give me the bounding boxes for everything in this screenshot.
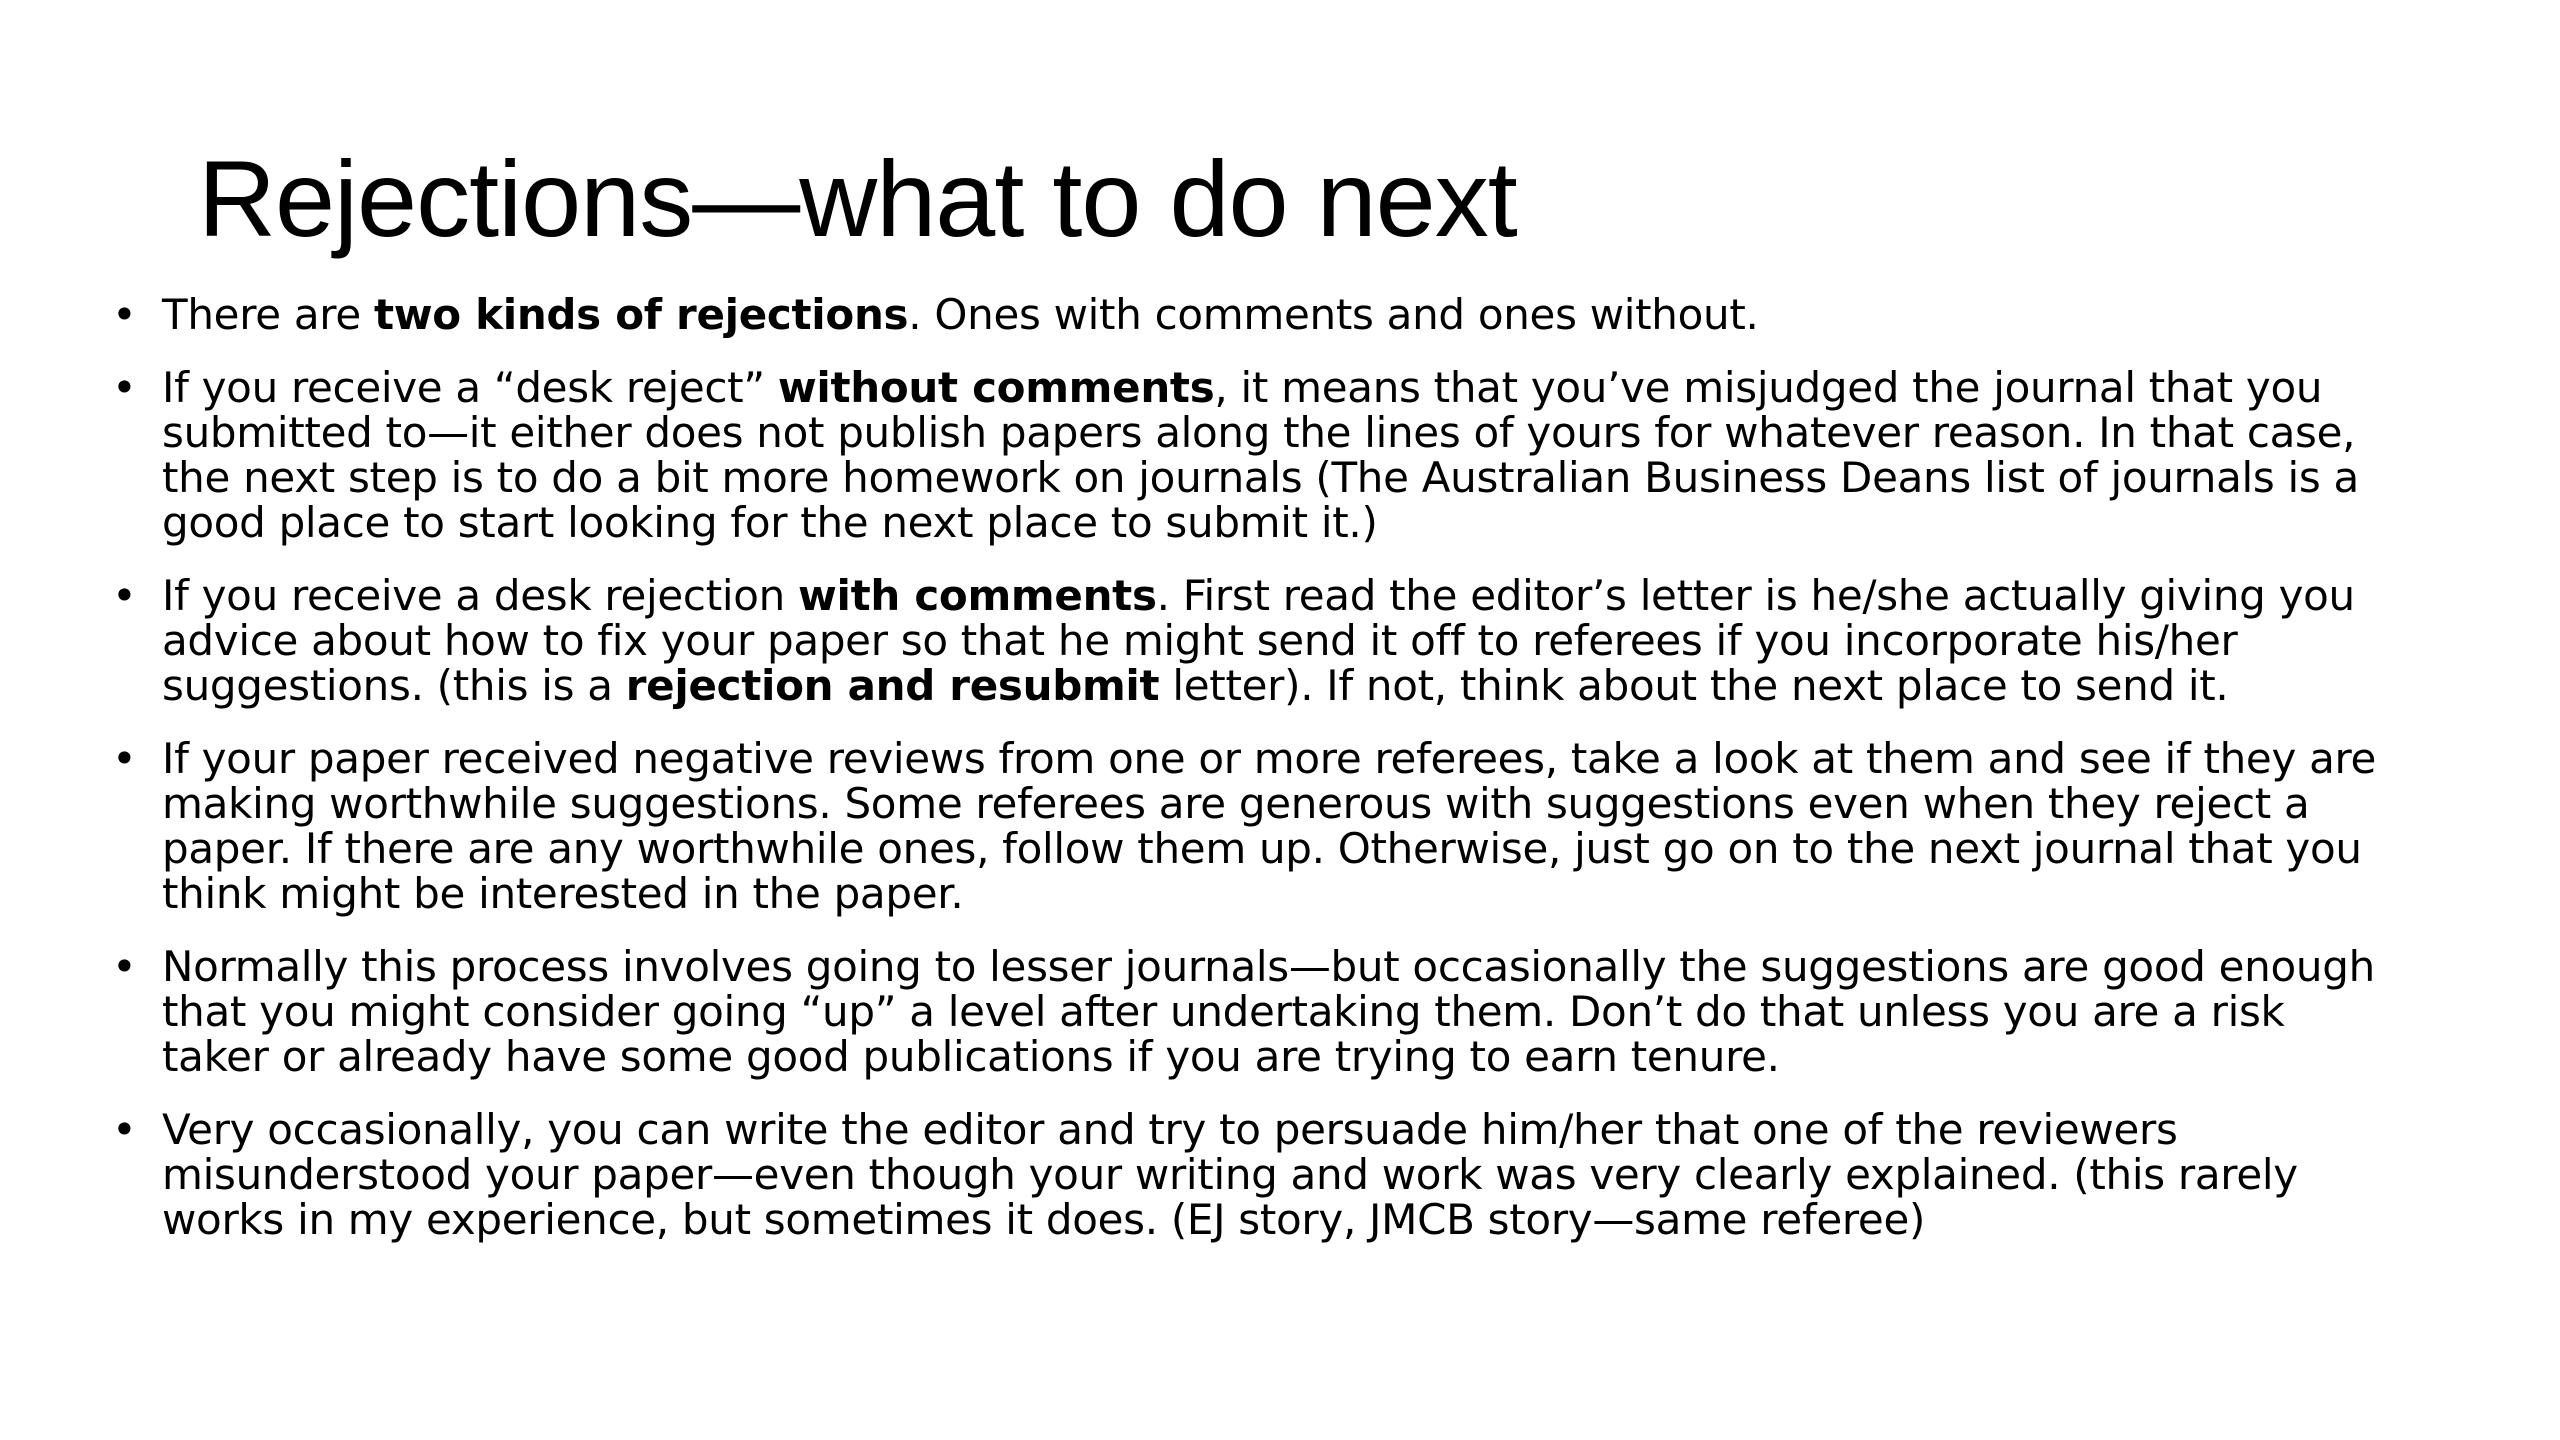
bullet-list (162, 292, 2402, 1270)
bullet-item (162, 573, 2402, 708)
bullet-emphasis: without comments (777, 363, 1215, 412)
bullet-item (162, 736, 2402, 916)
bullet-text: If you receive a desk rejection (162, 571, 799, 620)
bullet-text: If your paper received negative reviews from one or more referees, take a look at them and see if they are making worthwhile suggestions. Some referees are generous with suggestions even when they reject a paper. If there are any worthwhile ones, follow them up. Otherwise, just go on to the next journal that you think might be interested in the paper. (162, 734, 2377, 918)
bullet-item (162, 1107, 2402, 1242)
bullet-item (162, 944, 2402, 1079)
bullet-text: There are (162, 290, 374, 339)
bullet-item (162, 292, 2402, 337)
bullet-emphasis: rejection and resubmit (625, 661, 1160, 710)
bullet-text: . First read the editor’s letter is he/she actually giving you advice about how to fix your paper so that he might send it off to referees if you incorporate his/her suggestions. (this is a (162, 571, 2355, 710)
bullet-text: . Ones with comments and ones without. (908, 290, 1759, 339)
bullet-text: Very occasionally, you can write the editor and try to persuade him/her that one of the reviewers misunderstood your paper—even though your writing and work was very clearly explained. (this rarely works in my experience, but sometimes it does. (EJ story, JMCB story—same referee) (162, 1105, 2298, 1244)
bullet-text: Normally this process involves going to lesser journals—but occasionally the suggestions are good enough that you might consider going “up” a level after undertaking them. Don’t do that unless you are a risk taker or already have some good publications if you are trying to earn tenure. (162, 942, 2375, 1081)
bullet-text: letter). If not, think about the next place to send it. (1159, 661, 2229, 710)
slide-title: Rejections—what to do next (198, 138, 1517, 259)
bullet-emphasis: with comments (798, 571, 1157, 620)
bullet-text: , it means that you’ve misjudged the journal that you submitted to—it either does not publish papers along the lines of yours for whatever reason. In that case, the next step is to do a bit more homework on journals (The Australian Business Deans list of journals is a good place to start looking for the next place to submit it.) (162, 363, 2359, 547)
bullet-text: If you receive a “desk reject” (162, 363, 778, 412)
bullet-item (162, 365, 2402, 545)
bullet-emphasis: two kinds of rejections (373, 290, 909, 339)
